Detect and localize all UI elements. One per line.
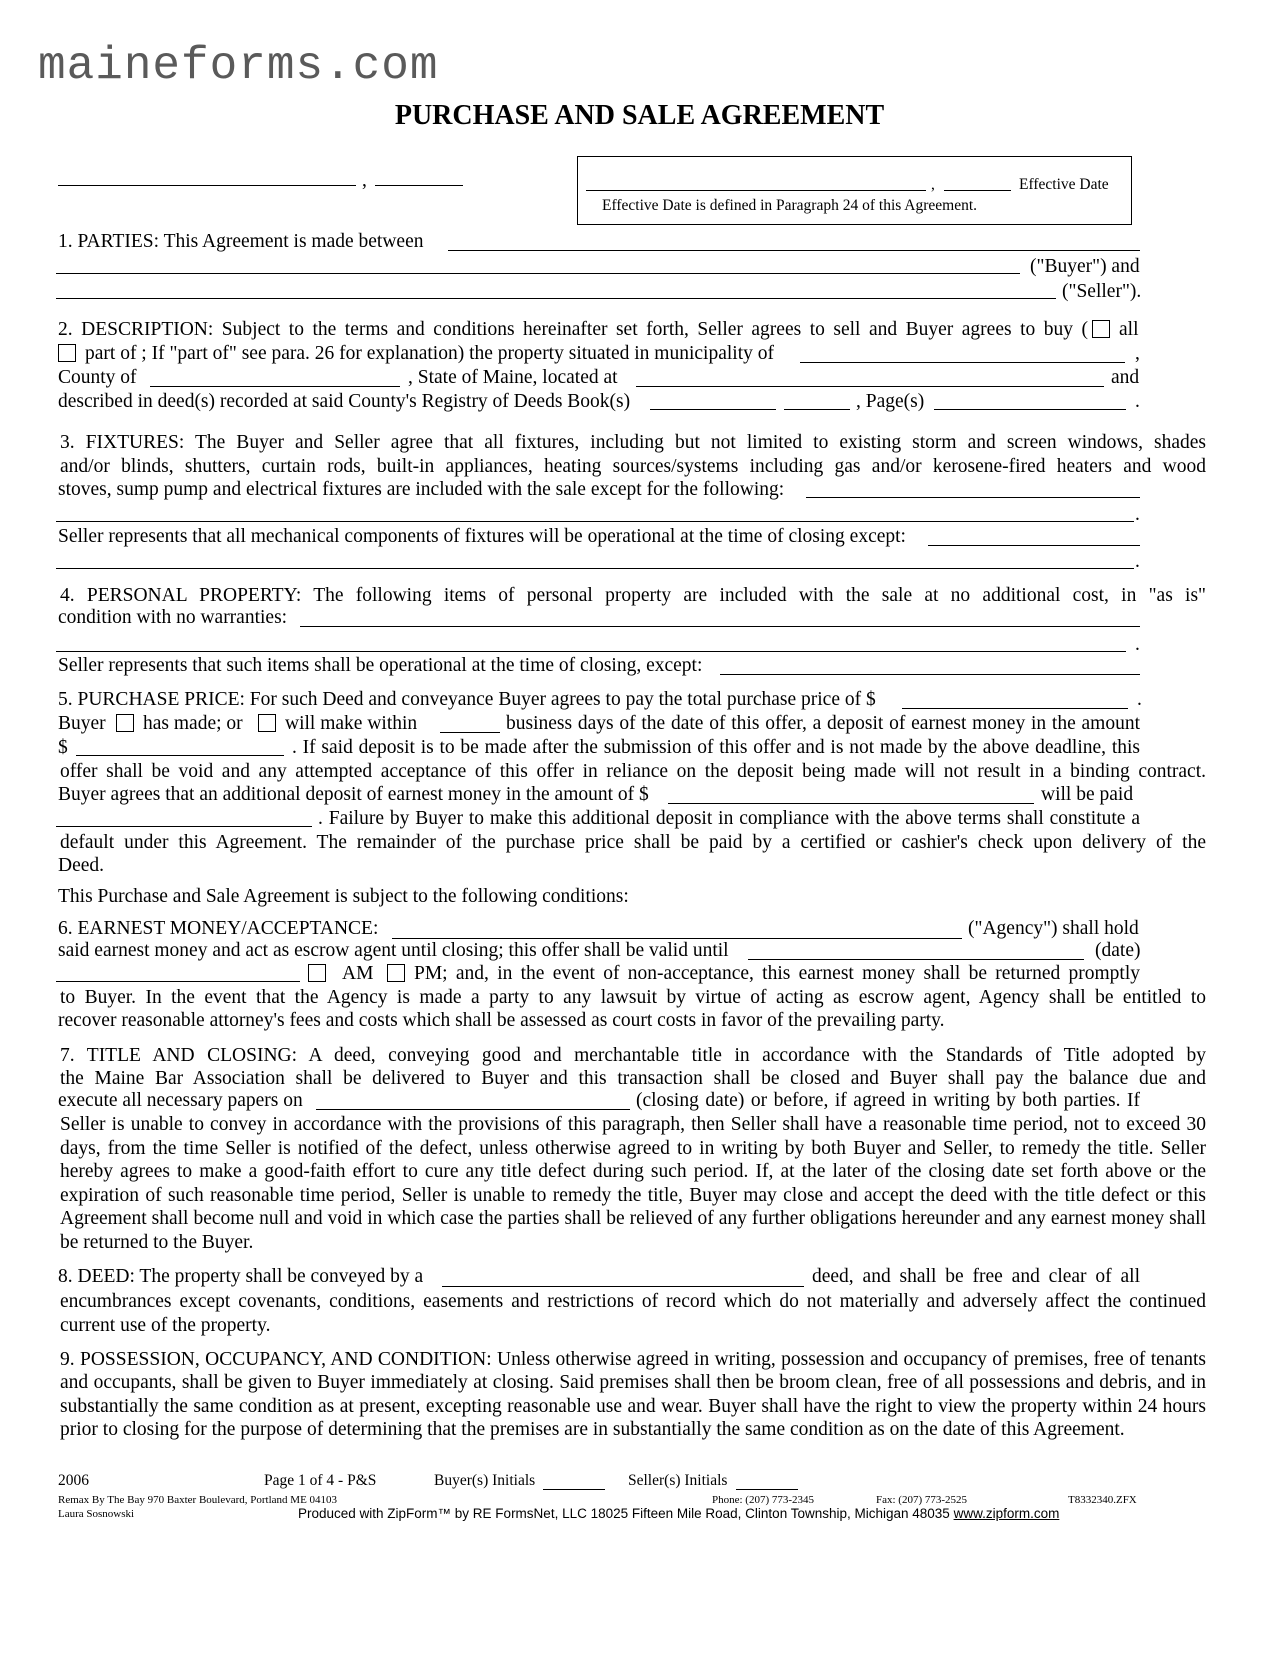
purchase-price-label: 5. PURCHASE PRICE: For such Deed and conveyance Buyer agrees to pay the total purchase price of $ [58,689,876,710]
deed-type-field[interactable] [442,1286,804,1287]
comma: , [931,176,935,193]
will-be-paid-label: will be paid [1041,784,1134,805]
closing-date-label: (closing date) or before, if agreed in writing by both parties. If [636,1090,1140,1111]
am-checkbox[interactable] [308,964,326,982]
book-field-2[interactable] [784,409,850,410]
state-located-label: , State of Maine, located at [408,367,618,388]
will-make-checkbox[interactable] [258,714,276,732]
has-made-label: has made; or [143,713,243,734]
attorney-fees-text: recover reasonable attorney's fees and costs which shall be assessed as court costs in favor of the prevailing party. [58,1010,945,1031]
period: . [1135,634,1140,655]
title-closing-line-1: 7. TITLE AND CLOSING: A deed, conveying good and merchantable title in accordance with the Standards of Title adopted by [60,1045,1206,1066]
personal-property-exceptions-field[interactable] [720,674,1140,675]
title-closing-line-2: the Maine Bar Association shall be delivered to Buyer and this transaction shall be closed and Buyer shall pay the balance due and [60,1068,1206,1089]
has-made-checkbox[interactable] [116,714,134,732]
book-field-1[interactable] [650,409,776,410]
deposit-amount-field[interactable] [76,755,284,756]
all-label: all [1119,319,1139,340]
phone-number: Phone: (207) 773-2345 [712,1494,815,1506]
parties-field-1[interactable] [448,250,1140,251]
fax-number: Fax: (207) 773-2525 [876,1494,968,1506]
period: . [1135,391,1140,412]
pages-field[interactable] [934,409,1126,410]
part-of-checkbox[interactable] [58,344,76,362]
form-code: T8332340.ZFX [1068,1494,1137,1506]
additional-deposit-field[interactable] [668,803,1034,804]
execute-papers-label: execute all necessary papers on [58,1090,303,1111]
municipality-field[interactable] [800,362,1125,363]
produced-text: Produced with ZipForm™ by RE FormsNet, LLC 18025 Fifteen Mile Road, Clinton Township, Michigan 48035 [298,1506,950,1521]
agency-field[interactable] [392,938,962,939]
seller-label: ("Seller"). [1062,281,1142,302]
fixtures-line-2: and/or blinds, shutters, curtain rods, built-in appliances, heating sources/systems including gas and/or kerosene-fired heaters and wood [60,456,1206,477]
effective-date-field[interactable] [586,190,926,191]
footer-year: 2006 [58,1472,89,1489]
all-checkbox[interactable] [1092,320,1110,338]
seller-name-field[interactable] [56,298,1056,299]
personal-property-line-1: 4. PERSONAL PROPERTY: The following items of personal property are included with the sale at no additional cost, in "as is" [60,585,1206,606]
buyer-label: ("Buyer") and [1030,256,1140,277]
buyer-initials-field[interactable] [543,1489,605,1490]
seller-initials-field[interactable] [736,1489,798,1490]
default-text: default under this Agreement. The remainder of the purchase price shall be paid by a certified or cashier's check upon delivery of the [60,832,1206,853]
footer-page: Page 1 of 4 - P&S [264,1472,377,1489]
effective-date-label: Effective Date [1019,176,1109,193]
comma: , [362,170,367,191]
watermark: maineforms.com [38,40,439,92]
title-closing-text: Seller is unable to convey in accordance with the provisions of this paragraph, then Seller shall have a reasonable time period, not to exceed 30 days, from the time Seller is notified of the defect, unless otherwise agreed to in writing by both Buyer and Seller, to remedy the title. Seller hereby agrees to make a good-faith effort to cure any title defect during such period. If, at the later of the closing date set forth above or the expiration of such reasonable time period, Seller is unable to remedy the title, Buyer may close and accept the deed with the title defect or this Agreement shall become null and void in which case the parties shall be relieved of any further obligations hereunder and any earnest money shall be returned to the Buyer. [60,1114,1206,1253]
fixtures-exceptions-field-2[interactable] [56,521,1134,522]
location-field[interactable] [636,386,1104,387]
additional-deposit-date-field[interactable] [56,826,312,827]
period: . [1135,551,1140,572]
personal-property-operational-label: Seller represents that such items shall be operational at the time of closing, except: [58,655,703,676]
personal-property-field[interactable] [300,626,1140,627]
county-field[interactable] [150,386,400,387]
personal-property-line-2: condition with no warranties: [58,607,288,628]
lawsuit-text: to Buyer. In the event that the Agency is made a party to any lawsuit by virtue of acting as escrow agent, Agency shall be entitled to [60,987,1206,1008]
void-offer-text: offer shall be void and any attempted acceptance of this offer in reliance on the deposit being made will not result in a binding contract. [60,761,1206,782]
escrow-text: said earnest money and act as escrow agent until closing; this offer shall be valid until [58,940,729,961]
fixtures-operational-field[interactable] [928,545,1140,546]
buyer-initials-label: Buyer(s) Initials [434,1472,536,1489]
personal-property-field-2[interactable] [56,651,1126,652]
deed-text: Deed. [58,855,105,876]
additional-deposit-label: Buyer agrees that an additional deposit of earnest money in the amount of $ [58,784,649,805]
will-make-label: will make within [285,713,418,734]
agent-name: Laura Sosnowski [58,1508,135,1520]
closing-date-field[interactable] [316,1109,630,1110]
pages-label: , Page(s) [856,391,925,412]
comma: , [1135,343,1140,364]
zipform-link[interactable]: www.zipform.com [953,1506,1060,1521]
fixtures-line-1: 3. FIXTURES: The Buyer and Seller agree that all fixtures, including but not limited to existing storm and screen windows, shades [60,432,1206,453]
produced-with-text [298,1506,1059,1521]
possession-text: 9. POSSESSION, OCCUPANCY, AND CONDITION: Unless otherwise agreed in writing, possession and occupancy of premises, free of tenants and occupants, shall be given to Buyer immediately at closing. Said premises shall then be broom clean, free of all possessions and debris, and in substantially the same condition as at present, excepting reasonable use and wear. Buyer shall have the right to view the property within 24 hours prior to closing for the purpose of determining that the premises are in substantially the same condition as on the date of this Agreement. [60,1349,1206,1441]
date-label: (date) [1095,940,1141,961]
deed-label: 8. DEED: The property shall be conveyed by a [58,1266,424,1287]
effective-year-field[interactable] [944,190,1011,191]
fixtures-operational-label: Seller represents that all mechanical components of fixtures will be operational at the time of closing except: [58,526,906,547]
fixtures-operational-field-2[interactable] [56,568,1134,569]
deposit-deadline-text: . If said deposit is to be made after the submission of this offer and is not made by the above deadline, this [292,737,1140,758]
seller-initials-label: Seller(s) Initials [628,1472,728,1489]
am-label: AM [342,963,374,984]
failure-text: . Failure by Buyer to make this additional deposit in compliance with the above terms shall constitute a [318,808,1140,829]
county-label: County of [58,367,137,388]
fixtures-exceptions-field[interactable] [806,497,1140,498]
description-line-1: 2. DESCRIPTION: Subject to the terms and conditions hereinafter set forth, Seller agrees to sell and Buyer agrees to buy ( [58,319,1088,340]
encumbrances-text: encumbrances except covenants, conditions, easements and restrictions of record which do not materially and adversely affect the continued current use of the property. [60,1291,1206,1336]
date-field[interactable] [58,185,356,186]
deed-free-clear-text: deed, and shall be free and clear of all [812,1266,1140,1287]
buyer-label: Buyer [58,713,106,734]
business-days-field[interactable] [440,732,500,733]
pm-checkbox[interactable] [387,964,405,982]
valid-until-time-field[interactable] [56,981,300,982]
earnest-money-label: 6. EARNEST MONEY/ACCEPTANCE: [58,918,379,939]
purchase-price-field[interactable] [902,708,1128,709]
and-label: and [1111,367,1140,388]
deposit-text: business days of the date of this offer, a deposit of earnest money in the amount [506,713,1140,734]
year-field[interactable] [375,185,463,186]
conditions-heading: This Purchase and Sale Agreement is subject to the following conditions: [58,886,629,907]
page-title: PURCHASE AND SALE AGREEMENT [394,100,885,131]
dollar-sign: $ [58,737,68,758]
period: . [1137,689,1142,710]
fixtures-line-3: stoves, sump pump and electrical fixtures are included with the sale except for the following: [58,479,785,500]
effective-date-note: Effective Date is defined in Paragraph 24 of this Agreement. [602,197,978,214]
description-line-2: part of ; If "part of" see para. 26 for explanation) the property situated in municipality of [85,343,774,364]
period: . [1135,504,1140,525]
office-address: Remax By The Bay 970 Baxter Boulevard, Portland ME 04103 [58,1494,338,1506]
deed-book-label: described in deed(s) recorded at said County's Registry of Deeds Book(s) [58,391,631,412]
agency-label: ("Agency") shall hold [968,918,1139,939]
parties-label: 1. PARTIES: This Agreement is made between [58,231,424,252]
buyer-name-field[interactable] [56,273,1020,274]
pm-label: PM; and, in the event of non-acceptance, this earnest money shall be returned promptly [414,963,1140,984]
valid-until-field[interactable] [748,959,1084,960]
